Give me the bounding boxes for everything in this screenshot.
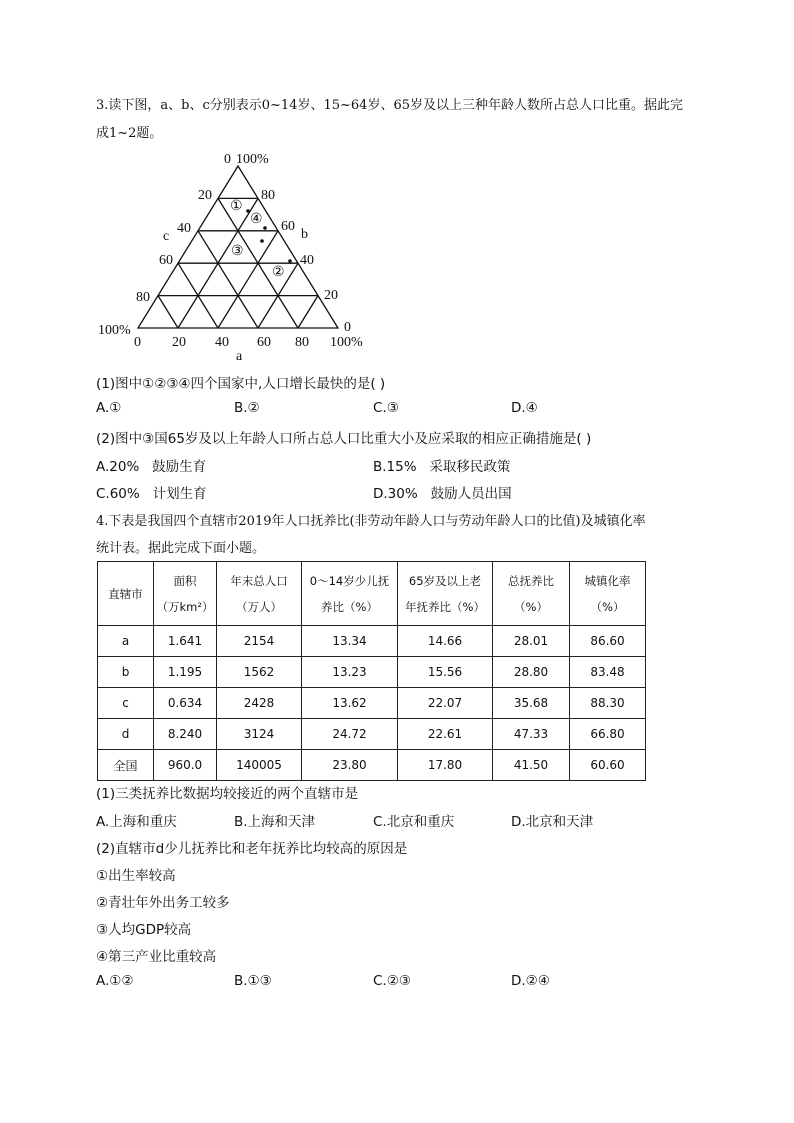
q4-sub2-option-d[interactable]: D.②④: [511, 973, 550, 989]
table-cell: 22.61: [398, 719, 493, 750]
header-total-dependency: 总抚养比 （%）: [493, 562, 570, 626]
q3-stem-line2: 成1~2题。: [96, 126, 163, 141]
b-tick-80: 80: [261, 188, 275, 203]
a-tick-0: 0: [134, 335, 141, 350]
q4-stem-line2: 统计表。据此完成下面小题。: [96, 541, 266, 556]
table-cell: 960.0: [154, 750, 217, 781]
header-municipality: 直辖市: [98, 562, 154, 626]
table-cell: 23.80: [302, 750, 398, 781]
q3-sub1-option-c[interactable]: C.③: [373, 400, 399, 416]
q4-reason-1: ①出生率较高: [96, 868, 176, 884]
q3-sub2-option-b[interactable]: B.15% 采取移民政策: [373, 459, 511, 475]
table-cell: d: [98, 719, 154, 750]
point-3-dot: [260, 239, 264, 243]
point-4-label: ④: [250, 212, 263, 227]
q4-sub1-option-d[interactable]: D.北京和天津: [511, 814, 594, 830]
table-cell: 1562: [217, 657, 302, 688]
table-row: [98, 719, 646, 750]
q4-sub1-option-a[interactable]: A.上海和重庆: [96, 814, 177, 830]
table-cell: 22.07: [398, 688, 493, 719]
header-child-dependency: 0～14岁少儿抚 养比（%）: [302, 562, 398, 626]
q4-reason-2: ②青壮年外出务工较多: [96, 895, 230, 911]
table-cell: 14.66: [398, 626, 493, 657]
table-cell: 0.634: [154, 688, 217, 719]
table-cell: 28.80: [493, 657, 570, 688]
header-elderly-dependency: 65岁及以上老 年抚养比（%）: [398, 562, 493, 626]
point-2-label: ②: [272, 265, 285, 280]
q4-sub1-option-b[interactable]: B.上海和天津: [234, 814, 316, 830]
table-cell: 140005: [217, 750, 302, 781]
c-tick-100: 100%: [98, 323, 131, 338]
top-label-zero: 0: [224, 152, 231, 167]
table-cell: 24.72: [302, 719, 398, 750]
point-3-label: ③: [231, 244, 244, 259]
b-tick-40: 40: [300, 253, 314, 268]
table-cell: 35.68: [493, 688, 570, 719]
q4-sub2-option-c[interactable]: C.②③: [373, 973, 411, 989]
table-cell: b: [98, 657, 154, 688]
q3-sub2-option-c[interactable]: C.60% 计划生育: [96, 486, 207, 502]
table-cell: 15.56: [398, 657, 493, 688]
q3-sub1-option-d[interactable]: D.④: [511, 400, 538, 416]
header-area: 面积 （万km²）: [154, 562, 217, 626]
table-cell: 28.01: [493, 626, 570, 657]
table-cell: 41.50: [493, 750, 570, 781]
a-tick-100: 100%: [330, 335, 363, 350]
table-cell: 13.23: [302, 657, 398, 688]
axis-b-label: b: [301, 227, 308, 242]
point-2-dot: [288, 259, 292, 263]
c-tick-20: 20: [198, 188, 212, 203]
table-row: [98, 688, 646, 719]
table-cell: 全国: [98, 750, 154, 781]
q4-sub2-question: (2)直辖市d少儿抚养比和老年抚养比均较高的原因是: [96, 841, 408, 857]
table-header-row: [98, 562, 646, 626]
table-cell: 1.195: [154, 657, 217, 688]
point-1-label: ①: [230, 199, 243, 214]
table-cell: 60.60: [570, 750, 646, 781]
q4-reason-3: ③人均GDP较高: [96, 922, 192, 938]
table-cell: 2428: [217, 688, 302, 719]
q4-sub2-option-a[interactable]: A.①②: [96, 973, 134, 989]
table-cell: 86.60: [570, 626, 646, 657]
a-tick-80: 80: [295, 335, 309, 350]
a-tick-20: 20: [172, 335, 186, 350]
table-cell: 88.30: [570, 688, 646, 719]
q3-sub1-question: (1)图中①②③④四个国家中,人口增长最快的是( ): [96, 376, 386, 392]
top-label-100: 100%: [236, 152, 269, 167]
table-row: [98, 657, 646, 688]
table-cell: a: [98, 626, 154, 657]
axis-a-label: a: [236, 349, 243, 364]
table-cell: 8.240: [154, 719, 217, 750]
header-population: 年末总人口 （万人）: [217, 562, 302, 626]
a-tick-60: 60: [257, 335, 271, 350]
c-tick-40: 40: [177, 221, 191, 236]
table-cell: 3124: [217, 719, 302, 750]
q3-sub2-option-a[interactable]: A.20% 鼓励生育: [96, 459, 207, 475]
q3-sub2-question: (2)图中③国65岁及以上年龄人口所占总人口比重大小及应采取的相应正确措施是( ): [96, 431, 592, 447]
b-tick-20: 20: [324, 288, 338, 303]
table-cell: 2154: [217, 626, 302, 657]
header-urbanization: 城镇化率 （%）: [570, 562, 646, 626]
q4-sub1-option-c[interactable]: C.北京和重庆: [373, 814, 455, 830]
ternary-diagram: [88, 148, 388, 364]
axis-c-label: c: [163, 229, 170, 244]
q4-sub1-question: (1)三类抚养比数据均较接近的两个直辖市是: [96, 786, 359, 802]
municipality-table: [97, 561, 646, 781]
q4-stem-line1: 4.下表是我国四个直辖市2019年人口抚养比(非劳动年龄人口与劳动年龄人口的比值)及城镇化率: [96, 514, 646, 529]
a-tick-40: 40: [215, 335, 229, 350]
q3-sub1-option-a[interactable]: A.①: [96, 400, 122, 416]
q4-sub2-option-b[interactable]: B.①③: [234, 973, 272, 989]
table-row: [98, 626, 646, 657]
table-cell: 83.48: [570, 657, 646, 688]
point-4-dot: [263, 226, 267, 230]
table-row: [98, 750, 646, 781]
table-cell: 66.80: [570, 719, 646, 750]
table-cell: 47.33: [493, 719, 570, 750]
table-cell: 13.34: [302, 626, 398, 657]
b-tick-0: 0: [344, 320, 351, 335]
q3-sub1-option-b[interactable]: B.②: [234, 400, 260, 416]
table-cell: 13.62: [302, 688, 398, 719]
c-tick-60: 60: [159, 253, 173, 268]
q3-stem-line1: 3.读下图，a、b、c分别表示0~14岁、15~64岁、65岁及以上三种年龄人数所占总人口比重。据此完: [96, 98, 683, 113]
table-cell: 1.641: [154, 626, 217, 657]
table-cell: 17.80: [398, 750, 493, 781]
q3-sub2-option-d[interactable]: D.30% 鼓励人员出国: [373, 486, 512, 502]
q4-reason-4: ④第三产业比重较高: [96, 949, 217, 965]
table-cell: c: [98, 688, 154, 719]
c-tick-80: 80: [136, 290, 150, 305]
b-tick-60: 60: [281, 219, 295, 234]
